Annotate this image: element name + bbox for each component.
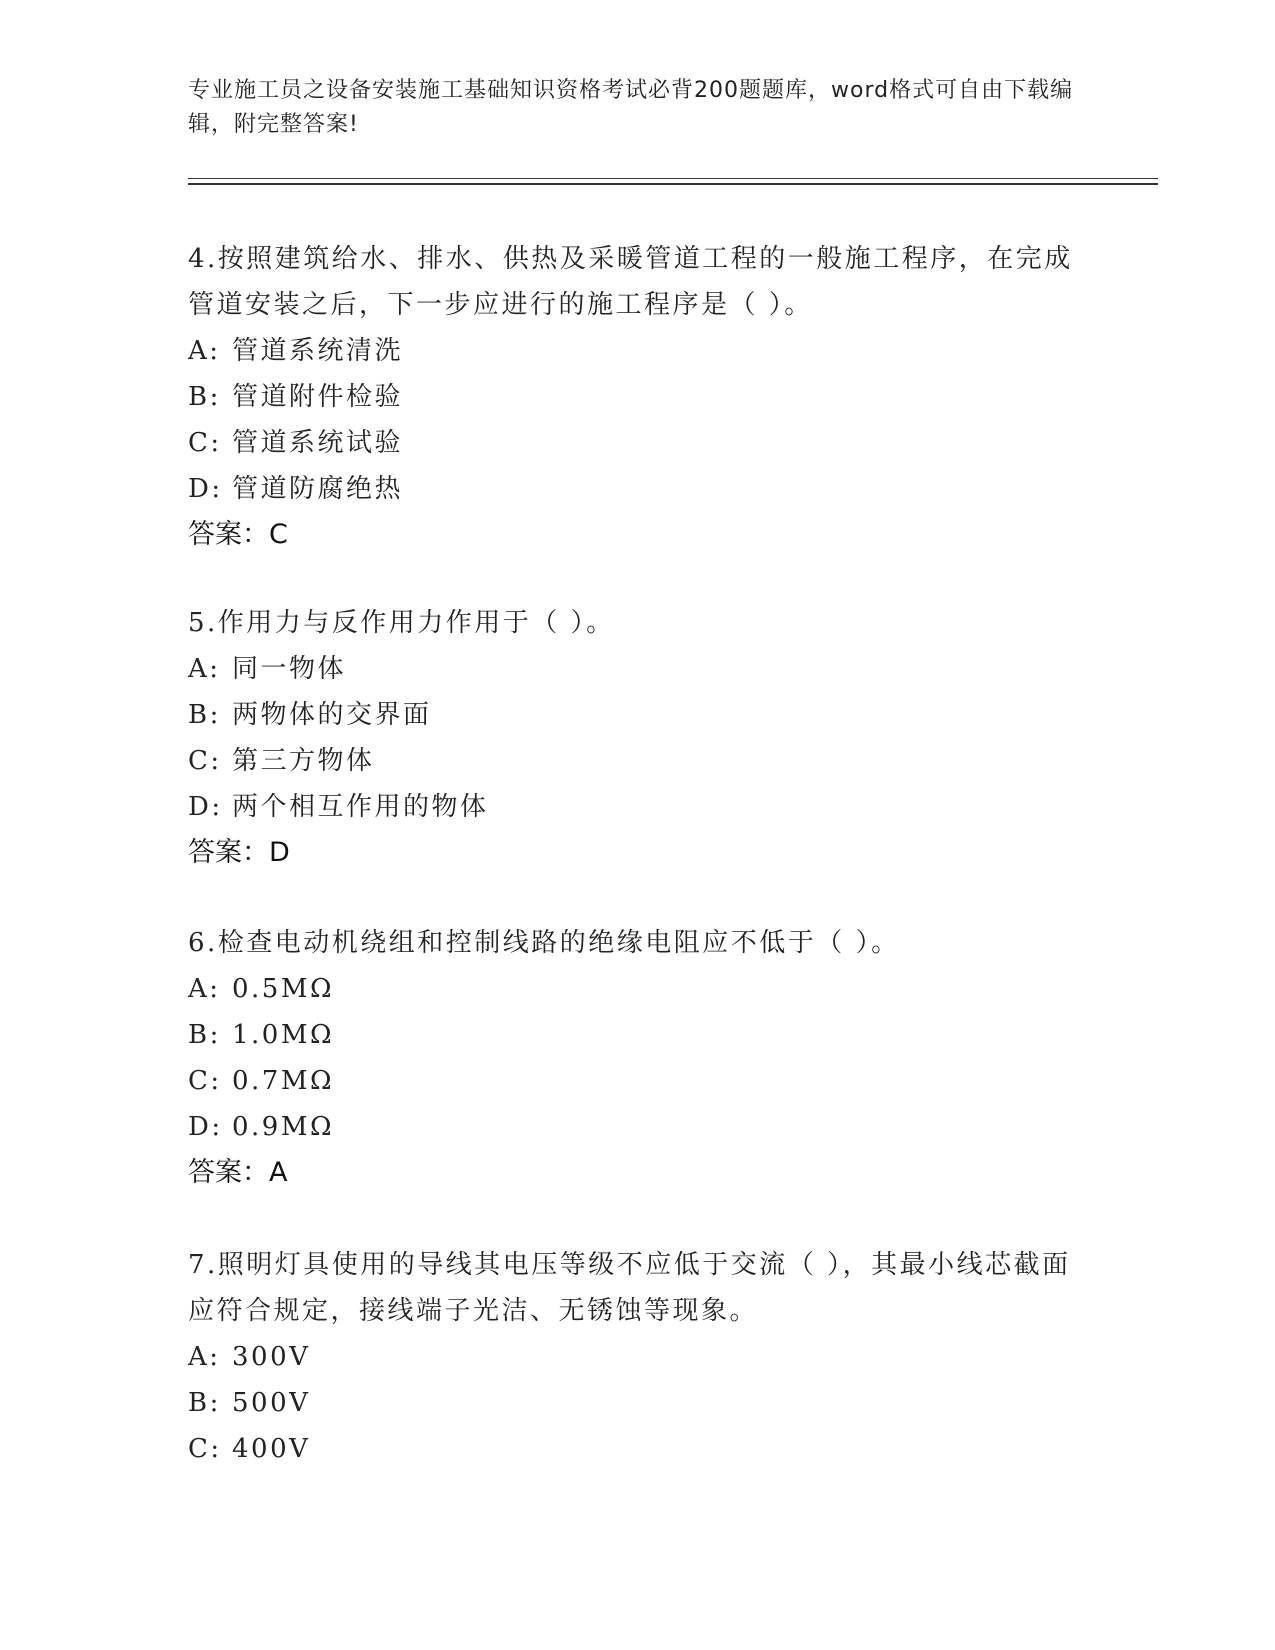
- option-text: 500V: [232, 1388, 311, 1418]
- option-text: 0.9MΩ: [232, 1112, 335, 1142]
- option-letter: D:: [188, 792, 223, 822]
- question-stem: 5.作用力与反作用力作用于（ ）。: [188, 608, 615, 638]
- answer-line: 答案：A: [188, 1157, 288, 1188]
- option-text: 同一物体: [232, 654, 347, 684]
- question-7: [188, 1242, 1088, 1472]
- option-c: [188, 1058, 1088, 1104]
- option-text: 管道防腐绝热: [232, 474, 404, 504]
- option-text: 第三方物体: [232, 746, 375, 776]
- option-letter: A:: [188, 1342, 221, 1372]
- option-text: 0.5MΩ: [232, 974, 335, 1004]
- option-text: 管道系统清洗: [232, 336, 404, 366]
- option-a: [188, 646, 1088, 692]
- header-divider-thick: [188, 183, 1158, 185]
- option-letter: A:: [188, 336, 221, 366]
- option-b: [188, 1380, 1088, 1426]
- option-text: 两个相互作用的物体: [232, 792, 489, 822]
- option-d: [188, 466, 1088, 512]
- option-letter: A:: [188, 974, 221, 1004]
- option-letter: C:: [188, 1434, 222, 1464]
- option-text: 300V: [232, 1342, 311, 1372]
- option-letter: B:: [188, 1388, 221, 1418]
- option-text: 管道附件检验: [232, 382, 404, 412]
- option-d: [188, 1104, 1088, 1150]
- document-header: 专业施工员之设备安装施工基础知识资格考试必背200题题库，word格式可自由下载编辑，附完整答案!: [188, 78, 1074, 137]
- question-stem: 4.按照建筑给水、排水、供热及采暖管道工程的一般施工程序，在完成管道安装之后，下一步应进行的施工程序是（ ）。: [188, 244, 1073, 320]
- option-text: 400V: [232, 1434, 311, 1464]
- question-4: [188, 236, 1088, 558]
- option-letter: B:: [188, 1020, 221, 1050]
- option-d: [188, 784, 1088, 830]
- option-text: 管道系统试验: [232, 428, 404, 458]
- option-c: [188, 420, 1088, 466]
- answer-line: 答案：D: [188, 837, 290, 868]
- question-stem: 6.检查电动机绕组和控制线路的绝缘电阻应不低于（ ）。: [188, 928, 900, 958]
- option-c: [188, 1426, 1088, 1472]
- option-c: [188, 738, 1088, 784]
- option-letter: B:: [188, 382, 221, 412]
- option-b: [188, 692, 1088, 738]
- option-letter: C:: [188, 746, 222, 776]
- option-letter: C:: [188, 1066, 222, 1096]
- question-stem: 7.照明灯具使用的导线其电压等级不应低于交流（ ），其最小线芯截面应符合规定，接线端子光洁、无锈蚀等现象。: [188, 1250, 1071, 1326]
- option-text: 两物体的交界面: [232, 700, 432, 730]
- option-b: [188, 374, 1088, 420]
- header-divider-thin: [188, 178, 1158, 179]
- question-5: [188, 600, 1088, 876]
- option-text: 1.0MΩ: [232, 1020, 335, 1050]
- option-a: [188, 966, 1088, 1012]
- option-letter: D:: [188, 1112, 223, 1142]
- option-letter: D:: [188, 474, 223, 504]
- option-letter: B:: [188, 700, 221, 730]
- option-a: [188, 1334, 1088, 1380]
- option-a: [188, 328, 1088, 374]
- option-text: 0.7MΩ: [232, 1066, 335, 1096]
- question-6: [188, 920, 1088, 1196]
- answer-line: 答案：C: [188, 519, 288, 550]
- option-b: [188, 1012, 1088, 1058]
- option-letter: C:: [188, 428, 222, 458]
- option-letter: A:: [188, 654, 221, 684]
